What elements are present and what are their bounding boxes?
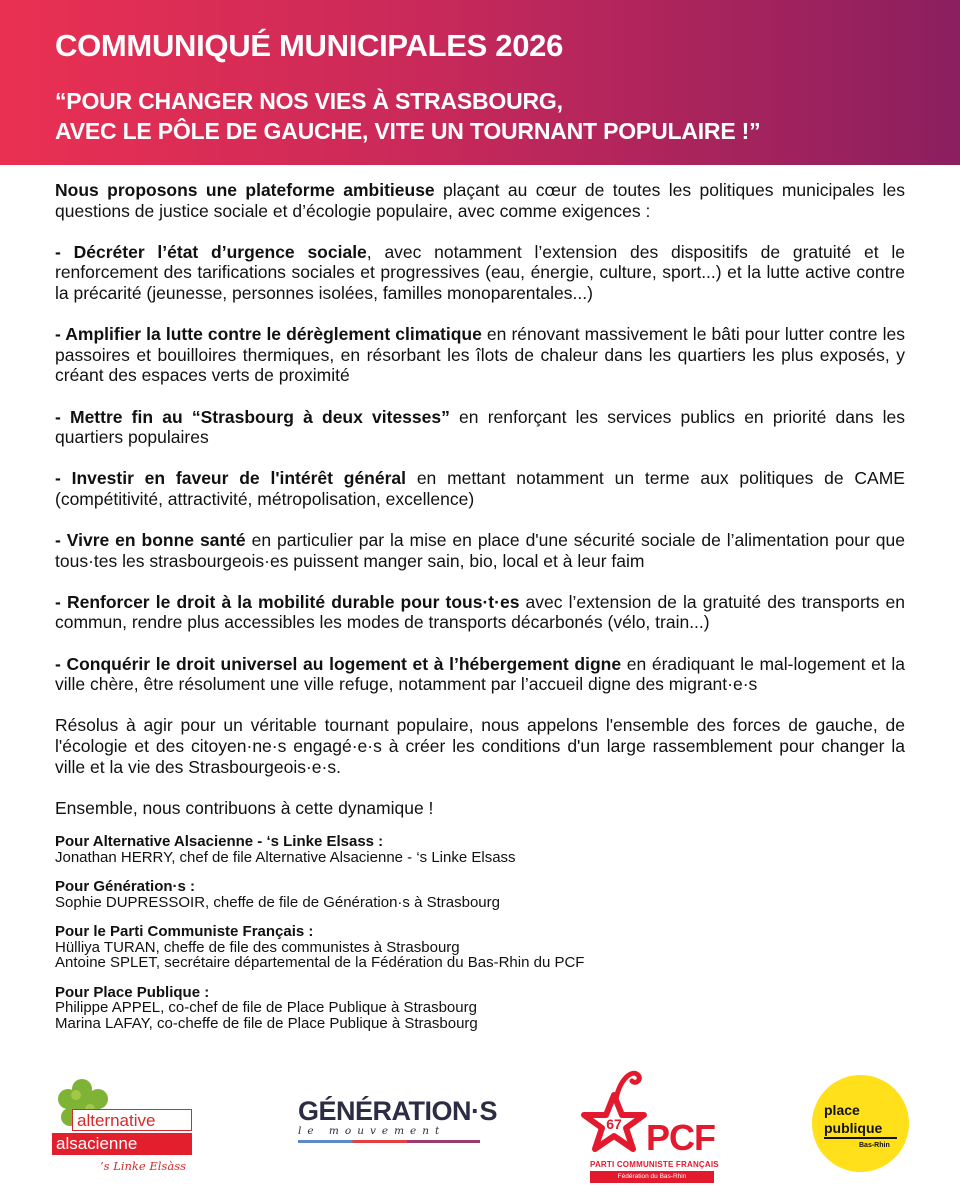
place-publique-underline — [824, 1137, 897, 1139]
alternative-logo-sub: ’s Linke Elsàss — [100, 1159, 186, 1173]
generations-color-bar — [298, 1140, 480, 1143]
point-2 — [55, 324, 905, 386]
subtitle-line-2: AVEC LE PÔLE DE GAUCHE, VITE UN TOURNANT POPULAIRE !” — [55, 118, 761, 144]
alternative-alsacienne-logo — [52, 1075, 197, 1185]
signatory-group-alternative — [55, 834, 905, 865]
pcf-logo-sub2: Fédération du Bas-Rhin — [590, 1171, 714, 1183]
point-5 — [55, 530, 905, 571]
red-star-icon — [576, 1065, 656, 1160]
generations-logo-title: GÉNÉRATION·S — [298, 1096, 498, 1126]
point-bold: - Vivre en bonne santé — [55, 530, 246, 551]
intro-paragraph — [55, 180, 905, 221]
alternative-logo-line1: alternative — [72, 1109, 192, 1131]
point-bold: - Conquérir le droit universel au logement et à l’hébergement digne — [55, 653, 622, 674]
point-3 — [55, 407, 905, 448]
signatory-group-title: Pour le Parti Communiste Français : — [55, 923, 314, 940]
point-1 — [55, 242, 905, 304]
subtitle-line-1: “POUR CHANGER NOS VIES À STRASBOURG, — [55, 88, 563, 114]
signatory-group-title: Pour Génération·s : — [55, 878, 196, 895]
point-text: en mettant notamment un terme aux politiques de CAME (compétitivité, attractivité, métropolisation, excellence) — [55, 468, 905, 509]
pcf-logo-sub1: PARTI COMMUNISTE FRANÇAIS — [590, 1160, 719, 1169]
pcf-logo-number: 67 — [606, 1116, 622, 1132]
point-4 — [55, 468, 905, 509]
signatory-group-place-publique — [55, 985, 905, 1032]
place-publique-logo-line2: publique — [824, 1120, 883, 1136]
signatory-name: Hülliya TURAN, cheffe de file des communistes à Strasbourg — [55, 938, 460, 956]
point-text: en renforçant les services publics en priorité dans les quartiers populaires — [55, 406, 905, 448]
point-bold: - Renforcer le droit à la mobilité durable pour tous·t·es — [55, 591, 520, 612]
point-text: en éradiquant le mal-logement et la ville chère, être résolument une ville refuge, notamment par l’accueil digne des migrant·e·s — [55, 653, 905, 695]
signatory-group-pcf — [55, 924, 905, 971]
intro-text: plaçant au cœur de toutes les politiques municipales les questions de justice sociale et d’écologie populaire, avec comme exigences : — [55, 180, 905, 221]
communique-body — [55, 180, 905, 839]
signatory-group-generations — [55, 879, 905, 910]
point-text: en rénovant massivement le bâti pour lutter contre les passoires et bouilloires thermiques, en résorbant les îlots de chaleur dans les quartiers les plus exposés, y créant des espaces verts de proximité — [55, 324, 905, 386]
point-6 — [55, 592, 905, 633]
place-publique-logo — [812, 1075, 909, 1172]
point-7 — [55, 654, 905, 695]
pcf-logo — [576, 1065, 721, 1185]
signatory-group-title: Pour Alternative Alsacienne - ‘s Linke Elsass : — [55, 833, 384, 850]
point-bold: - Mettre fin au “Strasbourg à deux vitesses” — [55, 406, 450, 427]
signatory-name: Jonathan HERRY, chef de file Alternative Alsacienne - ‘s Linke Elsass — [55, 848, 516, 866]
page-subtitle — [55, 86, 760, 146]
page-title: COMMUNIQUÉ MUNICIPALES 2026 — [55, 28, 564, 63]
signatories — [55, 834, 905, 1045]
generations-logo — [298, 1096, 498, 1156]
signatory-name: Marina LAFAY, co-cheffe de file de Place Publique à Strasbourg — [55, 1014, 478, 1032]
point-text: en particulier par la mise en place d'une sécurité sociale de l’alimentation pour que tous·tes les strasbourgeois·es puissent manger sain, bio, local et à leur faim — [55, 530, 905, 571]
signatory-name: Philippe APPEL, co-chef de file de Place Publique à Strasbourg — [55, 999, 477, 1016]
header-banner — [0, 0, 960, 165]
point-bold: - Investir en faveur de l'intérêt général — [55, 468, 407, 489]
place-publique-logo-sub: Bas-Rhin — [859, 1142, 890, 1149]
signatory-name: Sophie DUPRESSOIR, cheffe de file de Génération·s à Strasbourg — [55, 893, 500, 911]
signatory-name: Antoine SPLET, secrétaire départemental de la Fédération du Bas-Rhin du PCF — [55, 954, 585, 971]
point-bold: - Décréter l’état d’urgence sociale — [55, 241, 367, 262]
point-text: avec l’extension de la gratuité des transports en commun, rendre plus accessibles les modes de transports décarbonés (vélo, train...) — [55, 591, 905, 633]
conclusion-paragraph: Résolus à agir pour un véritable tournant populaire, nous appelons l'ensemble des forces de gauche, de l'écologie et des citoyen·ne·s engagé·e·s à créer les conditions d'un large rassemblement pour changer la ville et la vie des Strasbourgeois·e·s. — [55, 715, 905, 777]
pcf-logo-name: PCF — [646, 1117, 715, 1158]
signatory-group-title: Pour Place Publique : — [55, 983, 210, 1001]
point-bold: - Amplifier la lutte contre le dérèglement climatique — [55, 324, 482, 345]
point-text: , avec notamment l’extension des dispositifs de gratuité et le renforcement des tarifications sociales et progressives (eau, énergie, culture, sport...) et la lutte active contre la précarité (jeunesse, personnes isolées, familles monoparentales...) — [55, 241, 905, 303]
place-publique-logo-line1: place — [824, 1102, 860, 1118]
closing-line: Ensemble, nous contribuons à cette dynamique ! — [55, 797, 434, 818]
intro-bold: Nous proposons une plateforme ambitieuse — [55, 180, 435, 200]
generations-logo-sub: le mouvement — [298, 1125, 446, 1137]
alternative-logo-line2: alsacienne — [52, 1133, 192, 1155]
